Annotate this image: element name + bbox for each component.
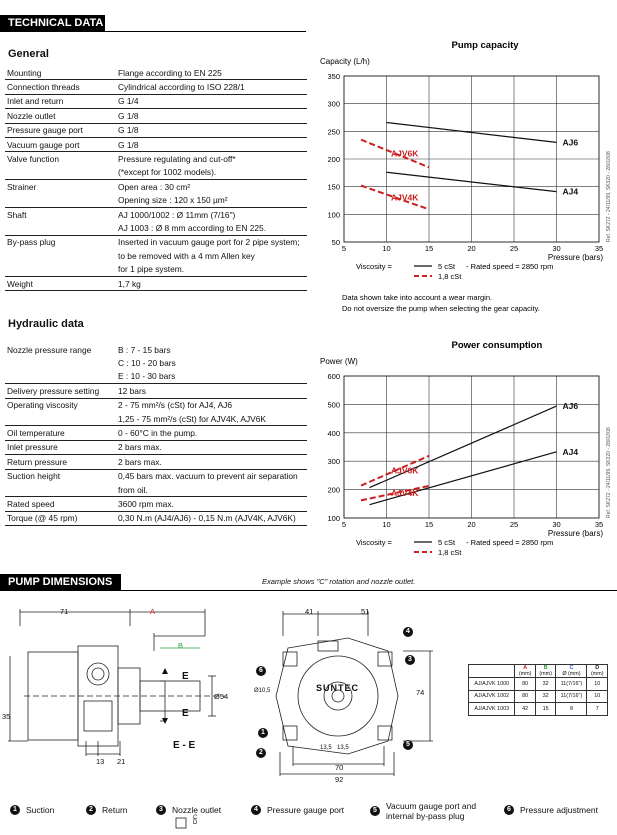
- dim-table-cell: AJ/AJVK 1002: [469, 690, 515, 703]
- general-label: [5, 166, 116, 180]
- general-label: [5, 221, 116, 235]
- x-tick-label: 30: [552, 244, 561, 253]
- general-row: [5, 194, 307, 208]
- x-tick-label: 25: [509, 244, 519, 253]
- general-label: [5, 262, 116, 276]
- section-e-top: E: [182, 671, 189, 682]
- dim-table-cell: 15: [535, 703, 556, 716]
- general-row: [5, 249, 307, 262]
- hydraulic-heading: Hydraulic data: [8, 318, 84, 330]
- general-value: AJ 1000/1002 : Ø 11mm (7/16"): [118, 209, 236, 220]
- legend-number: 2: [86, 805, 96, 815]
- general-row: [5, 221, 307, 235]
- x-tick-label: 10: [382, 244, 391, 253]
- x-axis-label: Pressure (bars): [547, 253, 603, 262]
- dim-table-cell: 42: [515, 703, 536, 716]
- legend-viscosity-label: Viscosity =: [356, 262, 392, 271]
- general-row: [5, 94, 307, 108]
- dim-table-cell: 32: [535, 690, 556, 703]
- general-value: G 1/8: [116, 137, 307, 151]
- legend-item-6: [504, 805, 598, 815]
- dim-table-header: [469, 665, 515, 678]
- dimensions-rule: [0, 590, 617, 591]
- hydraulic-label: Suction height: [7, 471, 61, 482]
- hydraulic-row: [5, 426, 307, 440]
- hydraulic-value: C : 10 - 20 bars: [118, 358, 176, 369]
- general-value: AJ 1003 : Ø 8 mm according to EN 225.: [116, 221, 307, 235]
- legend-dashed-label: 1,8 cSt: [438, 272, 462, 281]
- header-rule: [0, 31, 306, 32]
- legend-viscosity-label: Viscosity =: [356, 538, 392, 547]
- dim-table-cell: 7: [587, 703, 608, 716]
- legend-speed-label: - Rated speed = 2850 rpm: [466, 262, 554, 271]
- legend-text: Suction: [26, 805, 55, 815]
- dim-70: 70: [335, 763, 344, 772]
- x-tick-label: 15: [424, 244, 434, 253]
- x-tick-label: 35: [594, 520, 604, 529]
- callout-6: 6: [256, 666, 266, 676]
- hydraulic-row: [5, 370, 307, 384]
- dimensions-table: [468, 664, 608, 716]
- general-row: [5, 166, 307, 180]
- suntec-logo: SUNTEC: [316, 683, 360, 693]
- y-tick-label: 50: [331, 238, 340, 247]
- legend-dashed-label: 1,8 cSt: [438, 548, 462, 557]
- general-value: 1,7 kg: [116, 276, 307, 290]
- y-tick-label: 200: [327, 485, 340, 495]
- hydraulic-value: 12 bars: [116, 384, 307, 398]
- series-label-aj6: AJ6: [562, 137, 579, 148]
- dim-table-row: [469, 678, 608, 691]
- dim-table-header: C Ø (mm): [556, 665, 587, 678]
- hydraulic-value: 2 bars max.: [116, 440, 307, 454]
- y-tick-label: 300: [327, 457, 340, 467]
- dim-table-cell: 80: [515, 690, 536, 703]
- dim-table-row: [469, 703, 608, 716]
- general-row: [5, 235, 307, 249]
- general-label: Nozzle outlet: [5, 109, 116, 123]
- general-value: G 1/8: [116, 109, 307, 123]
- dim-table-cell: 11(7/16"): [556, 690, 587, 703]
- general-label: Vacuum gauge port: [5, 137, 116, 151]
- x-tick-label: 5: [341, 244, 347, 253]
- dim-71: 71: [60, 607, 69, 616]
- callout-3: 3: [405, 655, 415, 665]
- legend-number: 5: [370, 806, 380, 816]
- general-label: [5, 249, 116, 262]
- hydraulic-row: [5, 455, 307, 469]
- general-value: Cylindrical according to ISO 228/1: [116, 80, 307, 94]
- general-value: Inserted in vacuum gauge port for 2 pipe system;: [118, 237, 300, 248]
- hydraulic-row: [5, 483, 307, 497]
- dim-table-header: A (mm): [515, 665, 536, 678]
- legend-text: Pressure gauge port: [267, 805, 345, 815]
- hydraulic-value: 0 - 60°C in the pump.: [116, 426, 307, 440]
- general-label: Shaft: [7, 209, 27, 220]
- general-value: for 1 pipe system.: [116, 262, 307, 276]
- dim-table-header: D (mm): [587, 665, 608, 678]
- legend-text: Vacuum gauge port and internal by-pass plug: [386, 801, 477, 821]
- legend-number: 3: [156, 805, 166, 815]
- legend-solid-label: 5 cSt: [438, 538, 456, 547]
- hydraulic-label: [5, 483, 116, 497]
- general-table: [5, 66, 307, 291]
- legend-number: 4: [251, 805, 261, 815]
- general-value: Pressure regulating and cut-off*: [118, 154, 236, 165]
- hydraulic-label: Oil temperature: [5, 426, 116, 440]
- chart-reference: Ref. SK272 - 24/11/99, SK320 - 28/02/08: [606, 151, 612, 242]
- chart-title: Pump capacity: [451, 40, 519, 51]
- general-row: [5, 109, 307, 123]
- callout-4: 4: [403, 627, 413, 637]
- dim-c: C: [193, 815, 198, 821]
- general-row: [5, 123, 307, 137]
- x-tick-label: 10: [382, 520, 391, 529]
- dim-13: 13: [96, 757, 105, 766]
- x-tick-label: 20: [467, 520, 476, 529]
- callout-2: 2: [256, 748, 266, 758]
- general-label: Mounting: [5, 66, 116, 80]
- general-label: Strainer: [7, 181, 37, 192]
- y-tick-label: 350: [327, 72, 340, 81]
- dim-21: 21: [117, 757, 126, 766]
- callout-1: 1: [258, 728, 268, 738]
- dim-table-cell: 32: [535, 678, 556, 691]
- hydraulic-table: [5, 343, 307, 526]
- y-tick-label: 100: [327, 210, 340, 220]
- general-value: Open area : 30 cm²: [118, 181, 191, 192]
- hydraulic-label: Return pressure: [5, 455, 116, 469]
- hydraulic-row: [5, 384, 307, 398]
- y-tick-label: 600: [327, 372, 340, 381]
- hydraulic-label: Rated speed: [5, 497, 116, 511]
- hydraulic-row: [5, 469, 307, 483]
- series-label-aj4: AJ4: [562, 186, 579, 197]
- x-tick-label: 20: [467, 244, 476, 253]
- hydraulic-row: [5, 356, 307, 369]
- legend-solid-label: 5 cSt: [438, 262, 456, 271]
- general-label: Inlet and return: [5, 94, 116, 108]
- y-tick-label: 100: [327, 514, 340, 523]
- dim-13-5-b: 13,5: [337, 745, 349, 751]
- y-tick-label: 300: [327, 99, 340, 109]
- dim-51: 51: [361, 607, 370, 616]
- dim-table-header: B (mm): [535, 665, 556, 678]
- dim-b: B: [178, 641, 184, 650]
- y-axis-label: Power (W): [320, 357, 358, 366]
- x-tick-label: 30: [552, 520, 561, 529]
- general-row: [5, 152, 307, 166]
- x-tick-label: 35: [594, 244, 604, 253]
- legend-item-5: [370, 801, 486, 821]
- hydraulic-value: 2 bars max.: [116, 455, 307, 469]
- dim-35: 35: [2, 712, 11, 721]
- general-row: [5, 80, 307, 94]
- series-label-aj6: AJ6: [562, 401, 579, 412]
- y-tick-label: 400: [327, 428, 340, 438]
- dim-table-cell: AJ/AJVK 1000: [469, 678, 515, 691]
- hydraulic-label: [5, 370, 116, 384]
- series-label-ajv6k: AJV6K: [391, 465, 419, 476]
- general-row: [5, 207, 307, 221]
- general-row: [5, 137, 307, 151]
- hydraulic-label: Nozzle pressure range: [7, 344, 92, 355]
- legend-item-3: [156, 805, 221, 815]
- dim-d: D: [193, 820, 198, 826]
- legend-item-2: [86, 805, 128, 815]
- hydraulic-label: Torque (@ 45 rpm): [5, 511, 116, 525]
- hydraulic-label: Delivery pressure setting: [5, 384, 116, 398]
- chart-note: Data shown take into account a wear margin.: [342, 293, 493, 302]
- hydraulic-label: [5, 412, 116, 426]
- hydraulic-label: Operating viscosity: [7, 400, 78, 411]
- hydraulic-row: [5, 497, 307, 511]
- general-value: Flange according to EN 225: [116, 66, 307, 80]
- series-label-ajv4k: AJV4K: [391, 488, 419, 499]
- technical-data-title: TECHNICAL DATA: [8, 17, 104, 29]
- hydraulic-row: [5, 398, 307, 412]
- dim-92: 92: [335, 775, 344, 784]
- hydraulic-value: from oil.: [116, 483, 307, 497]
- general-value: Opening size : 120 x 150 µm²: [116, 194, 307, 208]
- general-label: Connection threads: [5, 80, 116, 94]
- hydraulic-row: [5, 511, 307, 525]
- series-label-ajv6k: AJV6K: [391, 148, 419, 159]
- dim-table-cell: 10: [587, 690, 608, 703]
- dim-table-cell: AJ/AJVK 1003: [469, 703, 515, 716]
- callout-5: 5: [403, 740, 413, 750]
- series-label-aj4: AJ4: [562, 446, 579, 457]
- legend-number: 6: [504, 805, 514, 815]
- y-tick-label: 250: [327, 127, 340, 137]
- hydraulic-row: [5, 343, 307, 356]
- y-tick-label: 200: [327, 155, 340, 164]
- dim-41: 41: [305, 607, 314, 616]
- general-label: By-pass plug: [7, 237, 56, 248]
- general-label: Weight: [5, 276, 116, 290]
- dim-table-cell: 10: [587, 678, 608, 691]
- dim-table-cell: 8: [556, 703, 587, 716]
- legend-item-4: [251, 805, 344, 815]
- example-note: Example shows "C" rotation and nozzle outlet.: [262, 577, 416, 586]
- pump-capacity-chart: [310, 36, 615, 313]
- general-row: [5, 180, 307, 194]
- technical-data-header: [0, 15, 105, 31]
- chart-reference: Ref. SK272 - 24/11/99, SK320 - 28/02/08: [606, 427, 612, 518]
- legend-speed-label: - Rated speed = 2850 rpm: [466, 538, 554, 547]
- general-value: G 1/8: [116, 123, 307, 137]
- legend-text: Nozzle outlet: [172, 805, 222, 815]
- dim-74: 74: [416, 688, 425, 697]
- x-tick-label: 25: [509, 520, 519, 529]
- dim-13-5-a: 13,5: [320, 745, 332, 751]
- general-label: Pressure gauge port: [5, 123, 116, 137]
- dim-a: A: [150, 607, 156, 616]
- y-tick-label: 500: [327, 400, 340, 410]
- hydraulic-value: 0,30 N.m (AJ4/AJ6) - 0,15 N.m (AJV4K, AJV6K): [116, 511, 307, 525]
- hydraulic-value: E : 10 - 30 bars: [116, 370, 307, 384]
- dim-table-cell: 11(7/16"): [556, 678, 587, 691]
- x-tick-label: 15: [424, 520, 434, 529]
- hydraulic-value: 2 - 75 mm²/s (cSt) for AJ4, AJ6: [118, 400, 233, 411]
- hydraulic-label: Inlet pressure: [5, 440, 116, 454]
- general-value: to be removed with a 4 mm Allen key: [118, 250, 255, 261]
- x-axis-label: Pressure (bars): [547, 529, 603, 538]
- general-label: [5, 194, 116, 208]
- y-axis-label: Capacity (L/h): [320, 57, 370, 66]
- legend-item-1: [10, 805, 54, 815]
- general-row: [5, 262, 307, 276]
- dim-54: Ø54: [214, 692, 229, 701]
- general-row: [5, 276, 307, 290]
- hydraulic-value: 0,45 bars max. vacuum to prevent air separation: [118, 471, 298, 482]
- power-consumption-chart: [310, 336, 615, 571]
- general-label: Valve function: [7, 154, 59, 165]
- general-value: (*except for 1002 models).: [116, 166, 307, 180]
- hydraulic-value: 1,25 - 75 mm²/s (cSt) for AJV4K, AJV6K: [116, 412, 307, 426]
- general-row: [5, 66, 307, 80]
- hydraulic-row: [5, 412, 307, 426]
- legend-number: 1: [10, 805, 20, 815]
- series-label-ajv4k: AJV4K: [391, 192, 419, 203]
- dim-table-cell: 80: [515, 678, 536, 691]
- section-ee: E - E: [173, 740, 196, 751]
- pump-dimensions-header: [0, 574, 121, 590]
- hydraulic-value: 3600 rpm max.: [116, 497, 307, 511]
- x-tick-label: 5: [341, 520, 347, 529]
- hydraulic-label: [5, 356, 116, 369]
- y-tick-label: 150: [327, 182, 340, 192]
- legend-text: Pressure adjustment: [520, 805, 598, 815]
- general-value: G 1/4: [116, 94, 307, 108]
- pump-dimensions-title: PUMP DIMENSIONS: [8, 576, 113, 588]
- dim-10-5: Ø10,5: [254, 688, 271, 694]
- chart-title: Power consumption: [451, 340, 543, 351]
- hydraulic-row: [5, 440, 307, 454]
- legend-text: Return: [102, 805, 128, 815]
- general-heading: General: [8, 48, 49, 60]
- dim-table-row: [469, 690, 608, 703]
- hydraulic-value: B : 7 - 15 bars: [118, 344, 171, 355]
- chart-note: Do not oversize the pump when selecting the gear capacity.: [342, 304, 540, 313]
- section-e-bottom: E: [182, 708, 189, 719]
